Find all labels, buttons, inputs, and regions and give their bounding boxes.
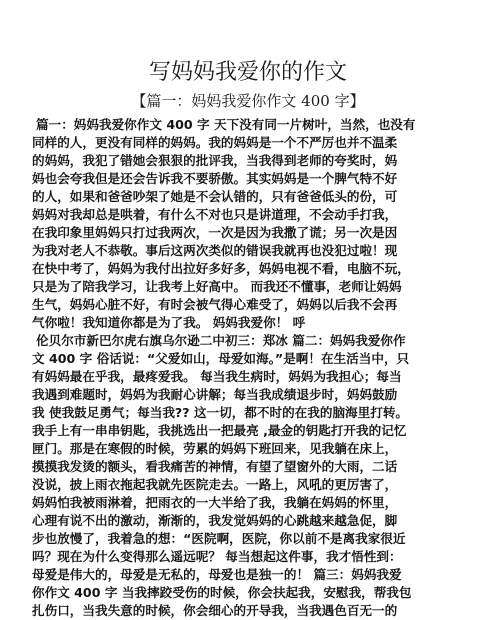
text-line: 扎伤口，当我失意的时候，你会细心的开导我，当我遇色百无一的: [32, 603, 398, 618]
text-line: 妈也会夸我但是还会告诉我不要骄傲。其实妈妈是一个脾气特不好: [32, 171, 398, 186]
essay-body: [32, 116, 468, 620]
text-line: 文 400 字 俗话说：“父爱如山，母爱如海。”是啊！在生活当中，只: [32, 351, 410, 366]
text-line: 的妈妈，我犯了错她会狠狠的批评我，当我得到老师的夸奖时，妈: [32, 153, 398, 168]
text-line: 只是为了陪我学习，让我考上好高中。 而我还不懂事，老师让妈妈: [32, 279, 402, 294]
text-line: 篇一：妈妈我爱你作文 400 字 天下没有同一片树叶，当然，也没有: [36, 117, 416, 132]
text-line: 妈妈怕我被雨淋着，把雨衣的一大半给了我，我躺在妈妈的怀里，: [32, 495, 398, 510]
text-line: 步也放慢了，我着急的想：“医院啊，医院，你以前不是离我家很近: [32, 531, 406, 546]
text-line: 在快中考了，妈妈为我付出拉好多好多，妈妈电视不看，电脑不玩，: [32, 261, 410, 276]
text-line: 母爱是伟大的，母爱是无私的，母爱也是独一的！ 篇三：妈妈我爱: [32, 567, 402, 582]
text-line: 为我对老人不恭敬。事后这两次类似的错误我就再也没犯过啦！现: [32, 243, 398, 258]
text-line: 气你啦！我知道你都是为了我。 妈妈我爱你！ 呼: [32, 315, 306, 330]
text-line: 你作文 400 字 当我摔跤受伤的时候，你会扶起我，安慰我，帮我包: [32, 585, 412, 600]
text-line: 妈妈对我却总是哄着，有什么不对也只是讲道理，不会动手打我，: [32, 207, 398, 222]
text-line: 心理有说不出的激动，渐渐的，我发觉妈妈的心跳越来越急促，脚: [32, 513, 398, 528]
text-line: 我手上有一串串钥匙，我挑选出一把最亮 ,最金的钥匙打开我的记忆: [32, 423, 407, 438]
text-line: 我 使我鼓足勇气；每当我?? 这一切，都不时的在我的脑海里打转。: [32, 405, 409, 420]
section-heading: 【篇一：妈妈我爱你作文 400 字】: [131, 92, 365, 110]
text-line: 同样的人，更没有同样的妈妈。我的妈妈是一个不严厉也并不温柔: [32, 135, 398, 150]
text-line: 没说，披上雨衣拖起我就先医院走去。一路上，风吼的更厉害了，: [32, 477, 398, 492]
text-line: 生气，妈妈心脏不好，有时会被气得心难受了，妈妈以后我不会再: [32, 297, 398, 312]
text-line: 有妈妈最在乎我，最疼爱我。 每当我生病时，妈妈为我担心；每当: [32, 369, 402, 384]
text-line: 的人，如果和爸爸吵架了她是不会认错的，只有爸爸低头的份，可: [32, 189, 398, 204]
text-line: 在我印象里妈妈只打过我两次，一次是因为我撒了谎；另一次是因: [32, 225, 398, 240]
text-line: 匣门。那是在寒假的时候，劳累的妈妈下班回来，见我躺在床上，: [32, 441, 398, 456]
page-title: 写妈妈我爱你的作文: [148, 60, 347, 85]
text-line: 我遇到难题时，妈妈为我耐心讲解；每当我成绩退步时，妈妈鼓励: [32, 387, 398, 402]
text-line: 吗？现在为什么变得那么遥远呢？ 每当想起这件事，我才悟性到：: [32, 549, 402, 564]
text-line: 摸摸我发烫的额头，看我痛苦的神情，有望了望窗外的大雨，二话: [32, 459, 398, 474]
text-line: 伦贝尔市新巴尔虎右旗乌尔逊二中初三：郑冰 篇二：妈妈我爱你作: [36, 333, 406, 348]
